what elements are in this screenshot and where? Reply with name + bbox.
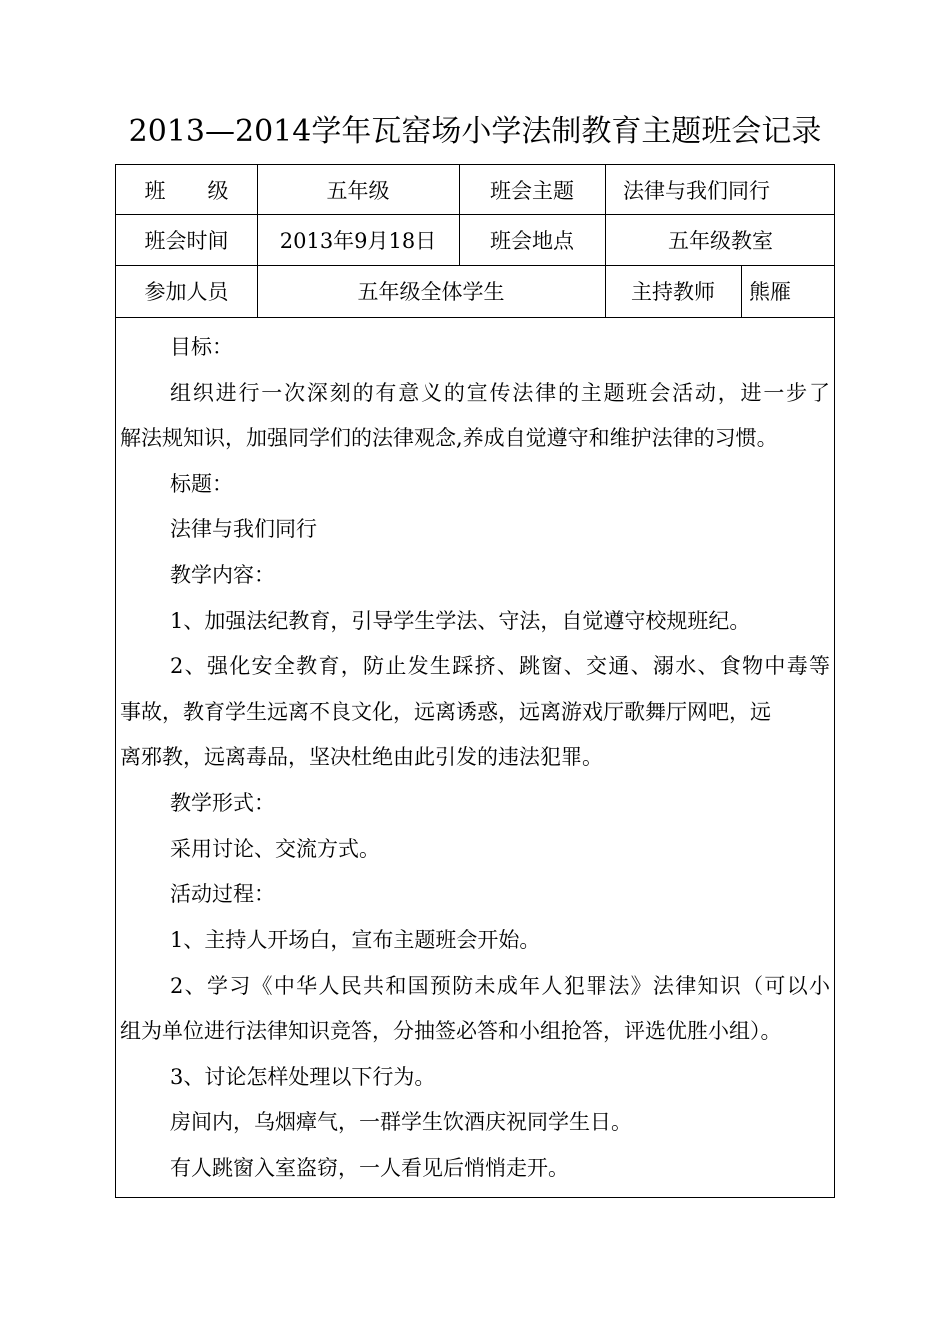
label-place: 班会地点 [490,228,574,253]
form-heading: 教学形式： [170,791,275,815]
label-theme: 班会主题 [490,178,574,203]
class-value: 五年级 [326,178,390,203]
participants-value: 五年级全体学生 [357,280,505,304]
teaching-content-heading: 教学内容： [170,563,275,587]
process-step: 2、学习《中华人民共和国预防未成年人犯罪法》法律知识（可以小 [170,974,830,998]
time-value: 2013年9月18日 [279,228,437,253]
host-value: 熊雁 [749,280,791,304]
process-heading: 活动过程： [170,882,275,906]
content-item: 1、加强法纪教育，引导学生学法、守法，自觉遵守校规班纪。 [170,609,751,633]
case-text: 有人跳窗入室盗窃，一人看见后悄悄走开。 [170,1156,569,1180]
goal-heading: 目标： [170,335,233,359]
place-value: 五年级教室 [668,228,773,253]
content-item-continued: 离邪教，远离毒品，坚决杜绝由此引发的违法犯罪。 [120,745,603,769]
goal-text-line: 组织进行一次深刻的有意义的宣传法律的主题班会活动，进一步了 [170,381,830,405]
row-divider [116,317,834,318]
label-host: 主持教师 [631,280,715,304]
topic-text: 法律与我们同行 [170,517,317,541]
process-step-continued: 组为单位进行法律知识竞答，分抽签必答和小组抢答，评选优胜小组）。 [120,1019,782,1043]
process-step: 1、主持人开场白，宣布主题班会开始。 [170,928,541,952]
label-time: 班会时间 [144,228,229,253]
content-item: 2、强化安全教育，防止发生踩挤、跳窗、交通、溺水、食物中毒等 [170,654,830,678]
content-item-continued: 事故，教育学生远离不良文化，远离诱惑，远离游戏厅歌舞厅网吧，远 [120,700,771,724]
document-title: 2013—2014学年瓦窑场小学法制教育主题班会记录 [128,114,822,149]
theme-value: 法律与我们同行 [623,178,770,203]
label-participants: 参加人员 [144,280,229,304]
case-text: 房间内，乌烟瘴气，一群学生饮酒庆祝同学生日。 [170,1110,632,1134]
label-class: 班 级 [144,178,229,203]
process-step: 3、讨论怎样处理以下行为。 [170,1065,436,1089]
topic-heading: 标题： [170,472,233,496]
record-table [115,164,835,1198]
goal-text-line: 解法规知识，加强同学们的法律观念,养成自觉遵守和维护法律的习惯。 [120,426,778,450]
form-text: 采用讨论、交流方式。 [170,837,380,861]
